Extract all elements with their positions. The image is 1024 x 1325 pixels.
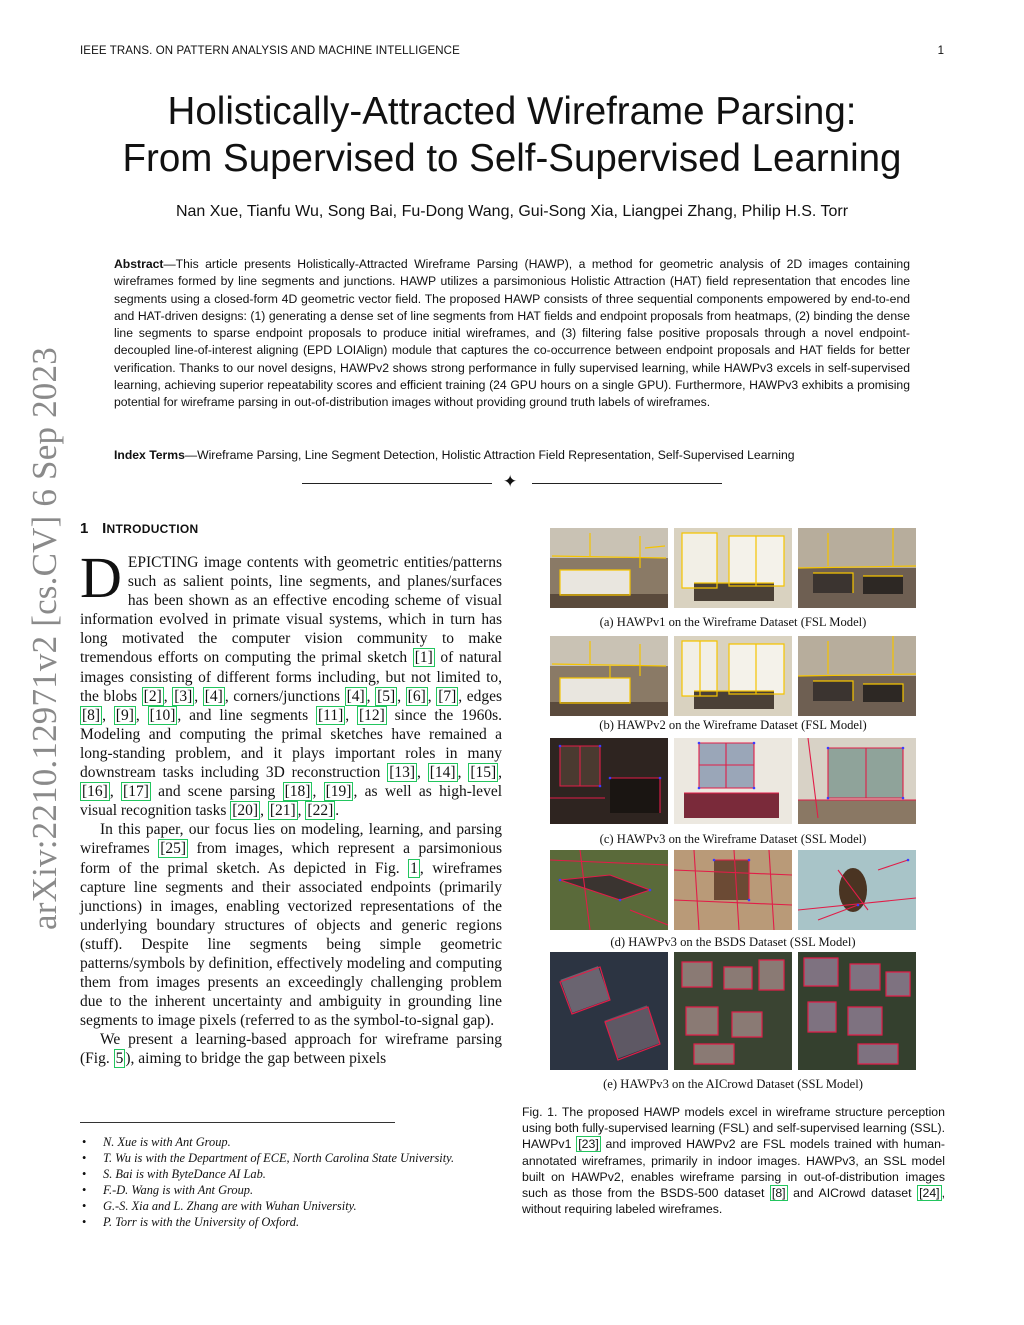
text-run: and improved HAWPv2 are FSL models trained with human-annotated wireframes, primarily in indoor images. HAWPv3, an SSL model built on HAWPv2, enables wireframe parsing in out-of-distribution images such as those from the BSDS-500 dataset: [522, 1137, 945, 1201]
figure-image: [550, 952, 668, 1070]
citation-link[interactable]: [4]: [346, 687, 365, 705]
citation-link[interactable]: [3]: [174, 687, 193, 705]
citation-link[interactable]: [8]: [771, 1186, 786, 1201]
figure-image: [550, 636, 668, 716]
opening-smallcaps: EPICTING: [127, 554, 199, 571]
figure-image: [798, 952, 916, 1070]
figure-image: [674, 528, 792, 608]
abstract-label: Abstract: [114, 257, 164, 271]
paragraph-2: [80, 820, 502, 1030]
title-line-2: From Supervised to Self-Supervised Learning: [122, 137, 902, 180]
text-run: .: [335, 802, 340, 820]
figure-caption: [522, 1104, 945, 1217]
footnote-item: • P. Torr is with the University of Oxford.: [80, 1214, 520, 1230]
text-run: from images, which represent a parsimonious form of the primal sketch. As depicted in Fig.: [80, 840, 502, 877]
text-run: ,: [135, 706, 148, 724]
figure-image: [674, 850, 792, 930]
section-title-rest: NTRODUCTION: [106, 522, 199, 536]
text-run: ,: [345, 706, 357, 724]
text-run: , corners/junctions: [224, 687, 345, 705]
index-terms-label: Index Terms: [114, 448, 185, 462]
citation-link[interactable]: [7]: [438, 687, 457, 705]
arxiv-stamp: arXiv:2210.12971v2 [cs.CV] 6 Sep 2023: [25, 347, 64, 930]
footnote-rule: [80, 1122, 395, 1123]
figure-image: [674, 952, 792, 1070]
paragraph-3: [80, 1030, 502, 1068]
title-line-1: Holistically-Attracted Wireframe Parsing:: [167, 90, 857, 133]
figure-link[interactable]: 5: [115, 1050, 124, 1068]
text-run: and scene parsing: [150, 783, 283, 801]
figure-link[interactable]: 1: [410, 859, 418, 877]
citation-link[interactable]: [11]: [317, 706, 344, 724]
drop-cap: D: [80, 545, 122, 610]
citation-link[interactable]: [24]: [919, 1186, 940, 1201]
figure-row-c: [550, 738, 916, 824]
citation-link[interactable]: [22]: [307, 802, 334, 820]
running-head: IEEE TRANS. ON PATTERN ANALYSIS AND MACHINE INTELLIGENCE: [80, 45, 460, 57]
citation-link[interactable]: [17]: [123, 783, 149, 801]
figure-image: [550, 850, 668, 930]
figure-row-b: [550, 636, 916, 716]
footnote-item: • T. Wu is with the Department of ECE, North Carolina State University.: [80, 1150, 520, 1166]
citation-link[interactable]: [18]: [284, 783, 311, 801]
text-run: Fig. 1. The proposed HAWP models excel in wireframe structure perception using both fully-supervised learning (FSL) and self-supervised learning (SSL). HAWPv1: [522, 1105, 945, 1152]
text-run: ,: [194, 687, 203, 705]
subcaption-d: (d) HAWPv3 on the BSDS Dataset (SSL Model): [610, 935, 856, 949]
figure-row-a: [550, 528, 916, 608]
text-run: ,: [312, 783, 324, 801]
text-run: of natural images consisting of different forms including, but not limited to, the blobs: [80, 649, 502, 705]
separator-right: [532, 483, 722, 484]
figure-row-d: [550, 850, 916, 930]
citation-link[interactable]: [15]: [470, 764, 497, 782]
paper-title: [60, 88, 964, 182]
figure-image: [674, 738, 792, 824]
text-run: ,: [417, 764, 428, 782]
text-run: ,: [427, 687, 437, 705]
text-run: image contents with geometric entities/patterns such as salient points, line segments, and planes/surfaces has been shown as an effective encoding scheme of visual information evolved in primate visual systems, which in turn has long motivated the computer vision community to make tremendous efforts on computing the primal sketch: [80, 554, 502, 667]
citation-link[interactable]: [25]: [160, 840, 187, 858]
footnotes: [80, 1134, 520, 1231]
text-run: , wireframes capture line segments and their associated endpoints (primarily junctions) in images, enabling vectorized representations of the underlying boundary structures of objects and generic regions (stuff). Despite line segments being simple geometric patterns/symbols by definition, effectively modeling and computing them from images presents an exceedingly challenging problem due to the inherent uncertainty and ambiguity in grounding line segments to image pixels (referred to as the symbol-to-signal gap).: [80, 859, 503, 1030]
figure-image: [550, 738, 668, 824]
text-run: ,: [498, 764, 503, 782]
citation-link[interactable]: [16]: [82, 783, 108, 801]
figure-row-e: [550, 952, 916, 1070]
figure-image: [798, 636, 916, 716]
text-run: , without requiring labeled wireframes.: [522, 1186, 945, 1217]
section-number: 1: [80, 520, 89, 537]
abstract-text: —This article presents Holistically-Attracted Wireframe Parsing (HAWP), a method for geometric analysis of 2D images containing wireframes formed by line segments and junctions. HAWP utilizes a parsimonious Holistic Attraction (HAT) field representation that encodes line segments using a closed-form 4D geometric vector field. The proposed HAWP consists of three sequential components empowered by end-to-end and HAT-driven designs: (1) generating a dense set of line segments from HAT fields and endpoint proposals from heatmaps, (2) binding the dense line segments to sparse endpoint proposals to produce initial wireframes, and (3) filtering false positive proposals through a novel endpoint-decoupled line-of-interest aligning (EPD LOIAlign) module that captures the co-occurrence between endpoint proposals and HAT fields for better verification. Thanks to our novel designs, HAWPv2 shows strong performance in fully supervised learning, while HAWPv3 excels in self-supervised learning, achieving superior repeatability scores and efficient training (24 GPU hours on a single GPU). Furthermore, HAWPv3 exhibits a promising potential for wireframe parsing in out-of-distribution images without providing ground truth labels of wireframes.: [114, 257, 910, 410]
citation-link[interactable]: [10]: [149, 706, 176, 724]
text-run: ,: [163, 687, 173, 705]
text-run: , as well as high-level visual recognition tasks: [80, 783, 502, 820]
citation-link[interactable]: [8]: [82, 706, 101, 724]
citation-link[interactable]: [19]: [325, 783, 352, 801]
section-title-first: I: [102, 520, 107, 537]
text-run: and AICrowd dataset: [787, 1186, 918, 1201]
text-run: , edges: [458, 687, 503, 705]
separator-diamond-icon: ✦: [503, 472, 518, 491]
footnote-item: • N. Xue is with Ant Group.: [80, 1134, 520, 1150]
citation-link[interactable]: [1]: [414, 649, 433, 667]
paragraph-1: [80, 545, 503, 820]
text-run: ,: [109, 783, 122, 801]
citation-link[interactable]: [2]: [143, 687, 162, 705]
citation-link[interactable]: [9]: [115, 706, 134, 724]
subcaption-e: (e) HAWPv3 on the AICrowd Dataset (SSL Model): [603, 1077, 863, 1091]
text-run: ,: [397, 687, 406, 705]
text-run: ,: [297, 802, 306, 820]
citation-link[interactable]: [21]: [269, 802, 296, 820]
subcaption-b: (b) HAWPv2 on the Wireframe Dataset (FSL Model): [599, 718, 867, 732]
citation-link[interactable]: [14]: [429, 764, 456, 782]
footnote-item: • S. Bai is with ByteDance AI Lab.: [80, 1166, 520, 1182]
text-run: ,: [102, 706, 114, 724]
figure-image: [674, 636, 792, 716]
text-run: ,: [366, 687, 376, 705]
index-terms-text: —Wireframe Parsing, Line Segment Detection, Holistic Attraction Field Representation, Self-Supervised Learning: [184, 448, 795, 462]
text-run: ,: [457, 764, 469, 782]
text-run: ), aiming to bridge the gap between pixels: [125, 1050, 387, 1068]
footnote-item: • G.-S. Xia and L. Zhang are with Wuhan University.: [80, 1198, 520, 1214]
text-run: ,: [260, 802, 268, 820]
citation-link[interactable]: [5]: [377, 687, 396, 705]
page-number: 1: [937, 45, 944, 57]
index-terms: [114, 447, 910, 464]
authors: Nan Xue, Tianfu Wu, Song Bai, Fu-Dong Wang, Gui-Song Xia, Liangpei Zhang, Philip H.S. Torr: [175, 203, 849, 220]
citation-link[interactable]: [6]: [407, 687, 426, 705]
citation-link[interactable]: [4]: [204, 687, 223, 705]
footnote-item: • F.-D. Wang is with Ant Group.: [80, 1182, 520, 1198]
abstract: [114, 256, 910, 412]
body-column-left: [80, 545, 503, 1069]
subcaption-c: (c) HAWPv3 on the Wireframe Dataset (SSL Model): [599, 832, 867, 846]
figure-image: [798, 850, 916, 930]
text-run: , and line segments: [177, 706, 316, 724]
citation-link[interactable]: [23]: [578, 1137, 599, 1152]
text-run: since the 1960s. Modeling and computing the primal sketches have remained a long-standing problem, and it plays important roles in many downstream tasks including 3D reconstruction: [80, 706, 502, 782]
citation-link[interactable]: [12]: [358, 706, 385, 724]
text-run: We present a learning-based approach for wireframe parsing (Fig.: [80, 1031, 502, 1068]
figure-image: [550, 528, 668, 608]
separator-left: [302, 483, 492, 484]
figure-image: [798, 528, 916, 608]
text-run: In this paper, our focus lies on modeling, learning, and parsing wireframes: [80, 821, 502, 858]
citation-link[interactable]: [20]: [232, 802, 259, 820]
section-heading: [80, 520, 199, 537]
subcaption-a: (a) HAWPv1 on the Wireframe Dataset (FSL Model): [599, 615, 867, 629]
figure-image: [798, 738, 916, 824]
citation-link[interactable]: [13]: [389, 764, 416, 782]
